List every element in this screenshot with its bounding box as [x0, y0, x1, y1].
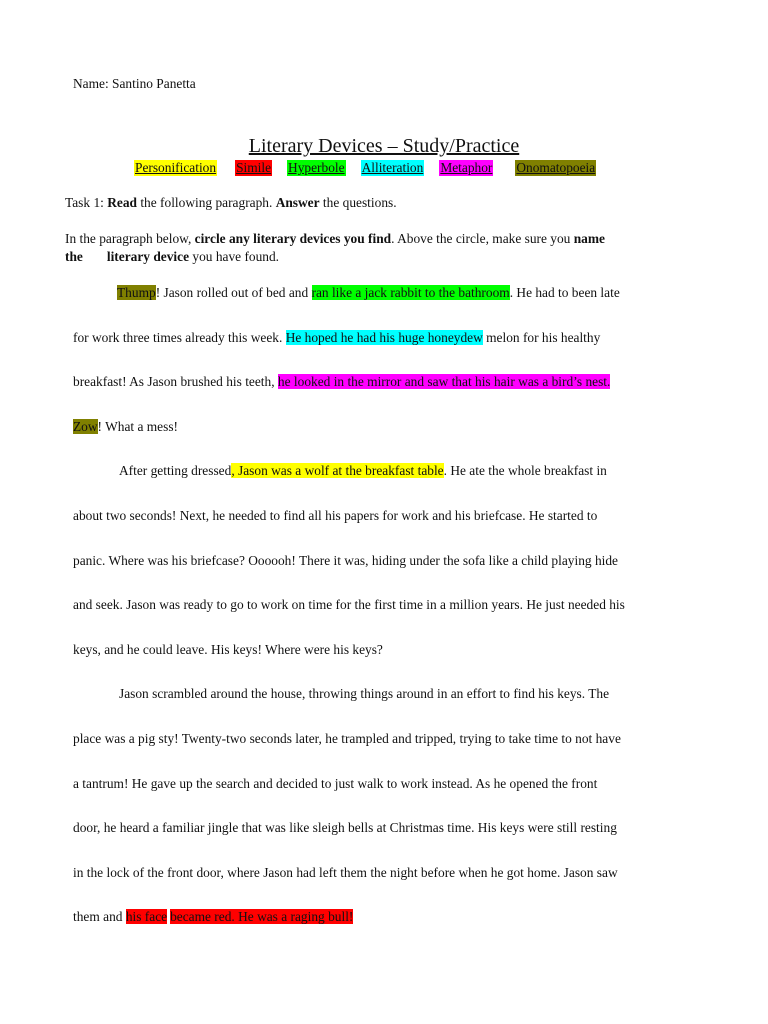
task-bold-read: Read	[107, 195, 137, 210]
story-text: . He ate the whole breakfast in	[443, 463, 607, 478]
task-text: the following paragraph.	[136, 195, 276, 210]
legend-metaphor: Metaphor	[440, 160, 493, 175]
instruction-text: you have found.	[189, 249, 280, 264]
story-text: ! What a mess!	[97, 419, 178, 434]
story-text: for work three times already this week.	[73, 330, 286, 345]
page-title: Literary Devices – Study/Practice	[248, 135, 520, 157]
instruction-line-1	[65, 231, 605, 247]
story-text: melon for his healthy	[482, 330, 601, 345]
story-line	[73, 374, 610, 390]
story-text: them and	[73, 909, 126, 924]
story-line: about two seconds! Next, he needed to find all his papers for work and his briefcase. He started to	[73, 508, 598, 523]
story-line: keys, and he could leave. His keys! Where were his keys?	[73, 642, 383, 657]
story-line: a tantrum! He gave up the search and decided to just walk to work instead. As he opened the front	[73, 776, 598, 791]
highlight-onomatopoeia: Zow	[73, 419, 98, 434]
story-text: After getting dressed	[119, 463, 232, 478]
story-text: breakfast! As Jason brushed his teeth,	[73, 374, 278, 389]
story-text: . He had to been late	[509, 285, 620, 300]
story-line: in the lock of the front door, where Jason had left them the night before when he got home. Jason saw	[73, 865, 618, 880]
task-text: the questions.	[319, 195, 397, 210]
legend-personification: Personification	[135, 160, 217, 175]
highlight-hyperbole: ran like a jack rabbit to the bathroom	[311, 285, 510, 300]
legend-simile: Simile	[236, 160, 272, 175]
story-line	[73, 419, 178, 435]
instruction-text: . Above the circle, make sure you	[391, 231, 574, 246]
story-line: panic. Where was his briefcase? Oooooh! There it was, hiding under the sofa like a child playing hide	[73, 553, 619, 568]
highlight-simile: became red. He was a raging bull!	[170, 909, 354, 924]
story-line	[117, 285, 620, 301]
highlight-onomatopoeia: Thump	[117, 285, 156, 300]
legend-onomatopoeia: Onomatopoeia	[516, 160, 596, 175]
highlight-metaphor: he looked in the mirror and saw that his hair was a bird’s nest.	[277, 374, 611, 389]
task-text: Task 1:	[65, 195, 108, 210]
highlight-alliteration: He hoped he had his huge honeydew	[285, 330, 483, 345]
story-line: Jason scrambled around the house, throwing things around in an effort to find his keys. The	[119, 686, 610, 701]
story-line: and seek. Jason was ready to go to work on time for the first time in a million years. He just needed his	[73, 597, 625, 612]
instruction-bold: the	[65, 249, 83, 264]
story-line	[119, 463, 607, 479]
highlight-personification: , Jason was a wolf at the breakfast table	[231, 463, 444, 478]
instruction-text: In the paragraph below,	[65, 231, 195, 246]
story-line	[73, 330, 600, 346]
legend-hyperbole: Hyperbole	[288, 160, 345, 175]
highlight-simile: his face	[125, 909, 168, 924]
story-line: door, he heard a familiar jingle that was like sleigh bells at Christmas time. His keys were still resting	[73, 820, 617, 835]
story-line: place was a pig sty! Twenty-two seconds later, he trampled and tripped, trying to take time to not have	[73, 731, 621, 746]
student-name: Name: Santino Panetta	[73, 76, 196, 91]
story-text: ! Jason rolled out of bed and	[155, 285, 312, 300]
instruction-bold: literary device	[106, 249, 190, 264]
task-bold-answer: Answer	[275, 195, 320, 210]
device-legend	[134, 160, 596, 176]
story-line	[73, 909, 353, 925]
task-line	[65, 195, 397, 211]
instruction-bold: circle any literary devices you find	[194, 231, 392, 246]
instruction-line-2	[65, 249, 279, 265]
instruction-bold: name	[573, 231, 605, 246]
legend-alliteration: Alliteration	[361, 160, 424, 175]
